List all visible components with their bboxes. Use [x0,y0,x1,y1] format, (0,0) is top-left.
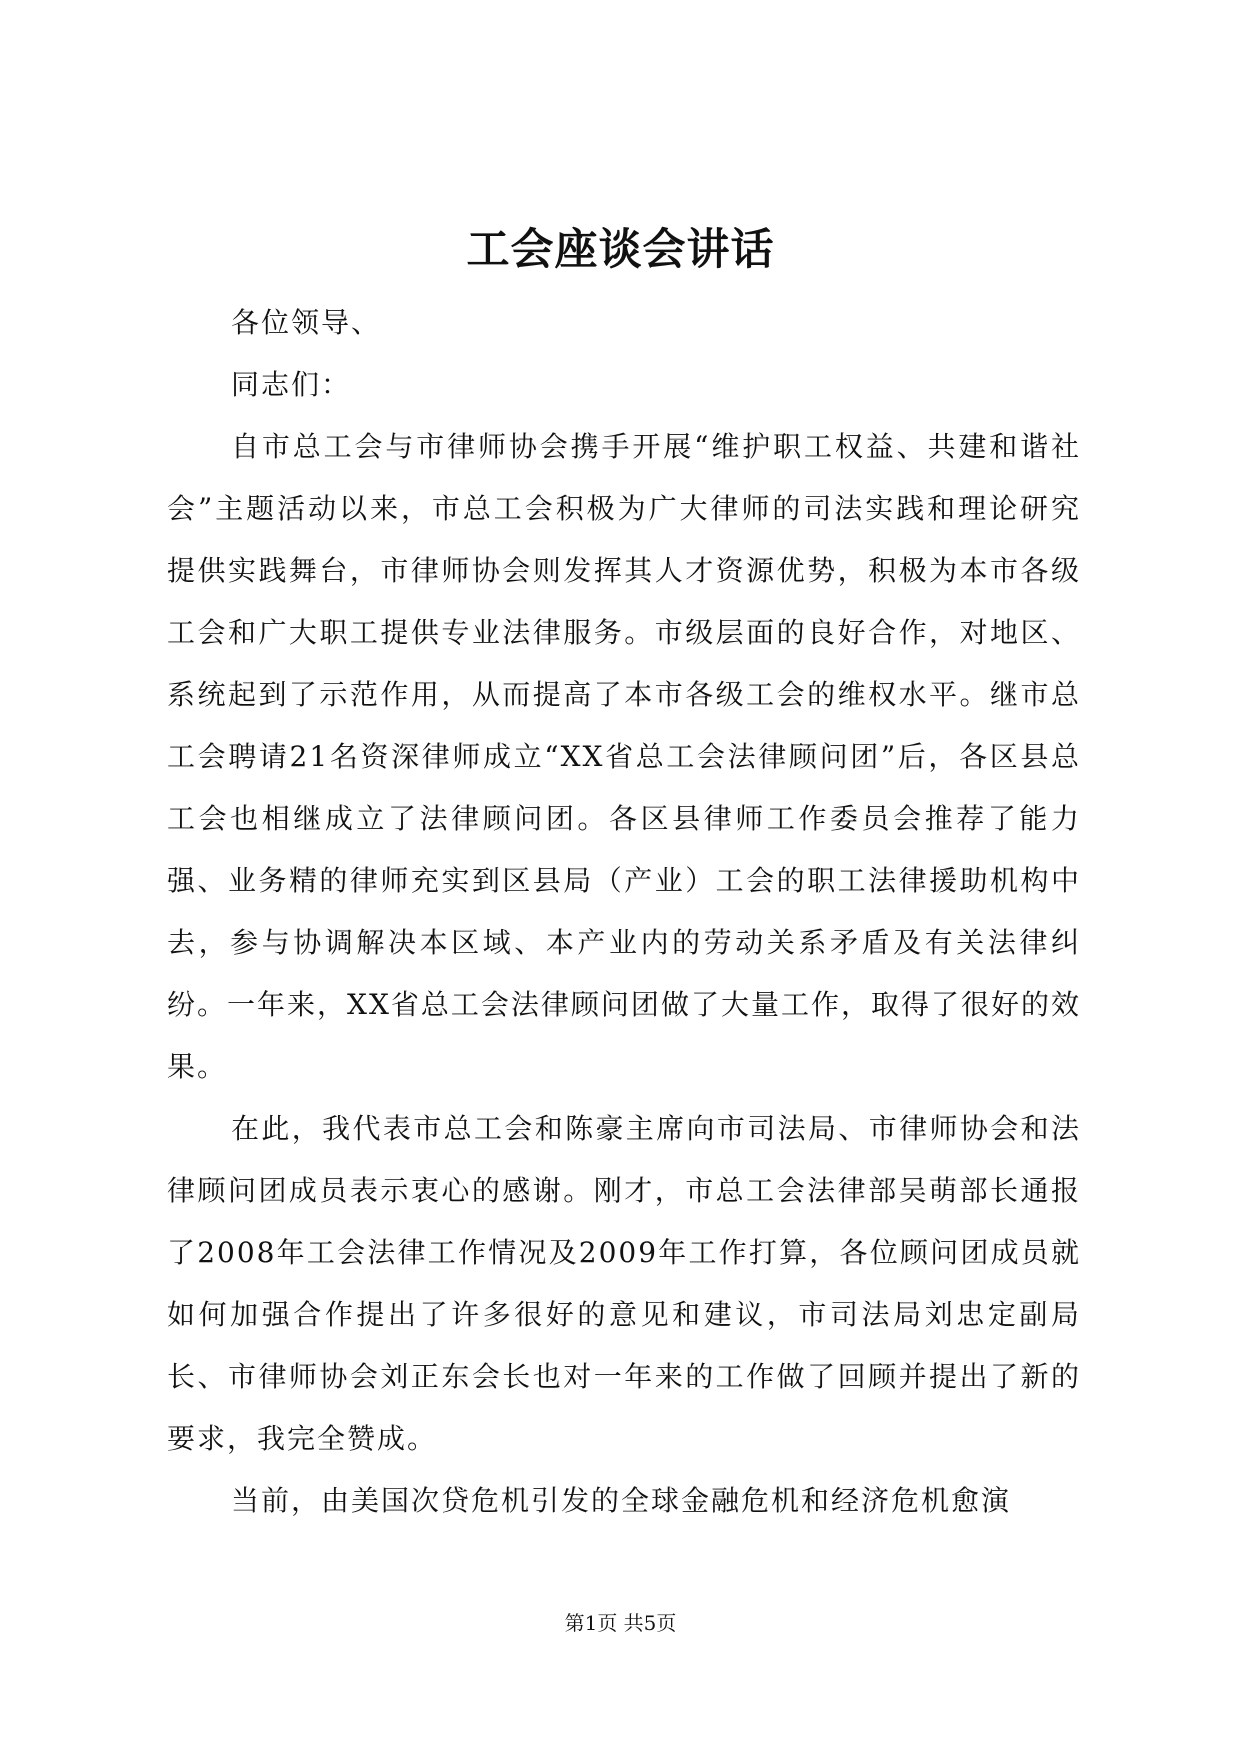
salutation-line-2: 同志们： [231,368,352,401]
body-paragraph-1: 自市总工会与市律师协会携手开展“维护职工权益、共建和谐社会”主题活动以来，市总工会积极为广大律师的司法实践和理论研究提供实践舞台，市律师协会则发挥其人才资源优势，积极为本市各级工会和广大职工提供专业法律服务。市级层面的良好合作，对地区、系统起到了示范作用，从而提高了本市各级工会的维权水平。继市总工会聘请21名资深律师成立“XX省总工会法律顾问团”后，各区县总工会也相继成立了法律顾问团。各区县律师工作委员会推荐了能力强、业务精的律师充实到区县局（产业）工会的职工法律援助机构中去，参与协调解决本区域、本产业内的劳动关系矛盾及有关法律纠纷。一年来，XX省总工会法律顾问团做了大量工作，取得了很好的效果。 [167,430,1081,1083]
page-number-footer: 第1页 共5页 [564,1611,677,1635]
document-title: 工会座谈会讲话 [466,225,775,275]
salutation-line-1: 各位领导、 [231,306,382,339]
body-paragraph-3: 当前，由美国次贷危机引发的全球金融危机和经济危机愈演 [231,1484,1012,1517]
document-body [167,292,1081,1532]
body-paragraph-2: 在此，我代表市总工会和陈豪主席向市司法局、市律师协会和法律顾问团成员表示衷心的感谢。刚才，市总工会法律部吴萌部长通报了2008年工会法律工作情况及2009年工作打算，各位顾问团成员就如何加强合作提出了许多很好的意见和建议，市司法局刘忠定副局长、市律师协会刘正东会长也对一年来的工作做了回顾并提出了新的要求，我完全赞成。 [167,1112,1081,1455]
